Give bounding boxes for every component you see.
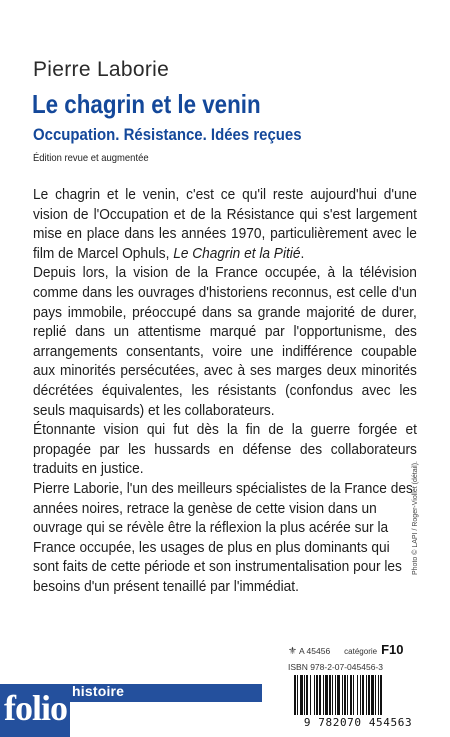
barcode-bar xyxy=(329,675,331,715)
barcode-bar xyxy=(325,675,328,715)
barcode-bar xyxy=(353,675,354,715)
blurb-paragraph xyxy=(33,185,417,263)
isbn: ISBN 978-2-07-045456-3 xyxy=(288,662,383,672)
photo-credit: Photo © LAPI / Roger-Viollet (détail). xyxy=(412,461,419,575)
barcode-bar xyxy=(319,675,321,715)
edition-note: Édition revue et augmentée xyxy=(33,152,149,164)
blurb-paragraph: Depuis lors, la vision de la France occupée, à la télévision comme dans les ouvrages d'historiens reconnus, est celle d'un pays immobile, préoccupé dans sa grande majorité de durer, replié dans un attentisme marqué par l'opportunisme, des arrangements consentants, voire une indifférence coupable aux minorités persécutées, avec à ses marges deux minorités décrétées équivalentes, les résistants (confondus avec les seuls maquisards) et les collaborateurs. xyxy=(33,264,417,419)
barcode-bar xyxy=(300,675,303,715)
catalog-codes xyxy=(288,642,404,657)
barcode-number: 9 782070 454563 xyxy=(288,716,428,729)
blurb-paragraph: Étonnante vision qui fut dès la fin de la guerre forgée et propagée par les hussards en défense des collaborateurs traduits en justice. xyxy=(33,421,417,478)
barcode-bar xyxy=(360,675,361,715)
barcode-bar xyxy=(344,675,346,715)
barcode-bar xyxy=(357,675,358,715)
barcode-bar xyxy=(371,675,374,715)
catalog-icon: ⚜ xyxy=(288,646,297,657)
barcode-bar xyxy=(347,675,348,715)
film-title: Le Chagrin et la Pitié xyxy=(173,244,301,262)
barcode-bar xyxy=(350,675,352,715)
book-subtitle: Occupation. Résistance. Idées reçues xyxy=(33,125,302,144)
barcode-bar xyxy=(332,675,333,715)
category-value: F10 xyxy=(381,642,404,657)
barcode-bar xyxy=(306,675,308,715)
barcode-bar xyxy=(368,675,370,715)
collection-name: histoire xyxy=(72,683,125,699)
author-name: Pierre Laborie xyxy=(33,58,170,81)
barcode-bar xyxy=(294,675,296,715)
barcode-bar xyxy=(304,675,305,715)
barcode-bar xyxy=(342,675,343,715)
blurb-text: . xyxy=(300,244,305,262)
blurb-text: Le chagrin et le venin, c'est ce qu'il reste aujourd'hui d'une vision de l'Occupation et de la Résistance qui s'est largement mise en place dans les années 1970, particulièrement avec le film de Marcel Ophuls, xyxy=(33,186,417,262)
blurb-paragraph: Pierre Laborie, l'un des meilleurs spécialistes de la France des années noires, retrace la genèse de cette vision dans un ouvrage qui se révèle être la réflexion la plus acérée sur la France occupée, les usages de plus en plus dominants qui sont faits de cette période et son instrumentalisation pour les besoins d'un présent tenaillé par l'immédiat. xyxy=(33,479,413,595)
barcode-bar xyxy=(380,675,382,715)
barcode-bar xyxy=(316,675,318,715)
book-title: Le chagrin et le venin xyxy=(32,89,261,119)
barcode-bar xyxy=(366,675,367,715)
barcode-bar xyxy=(337,675,340,715)
barcode-bar xyxy=(297,675,298,715)
category-label: catégorie xyxy=(344,647,378,656)
barcode-bar xyxy=(375,675,376,715)
folio-wordmark: folio xyxy=(4,688,67,728)
barcode-bar xyxy=(314,675,315,715)
barcode xyxy=(288,675,428,719)
barcode-bar xyxy=(335,675,336,715)
barcode-bar xyxy=(362,675,364,715)
catalog-number: A 45456 xyxy=(298,646,331,656)
barcode-bar xyxy=(378,675,379,715)
barcode-bar xyxy=(310,675,311,715)
barcode-bar xyxy=(323,675,324,715)
back-cover-blurb xyxy=(33,185,417,596)
